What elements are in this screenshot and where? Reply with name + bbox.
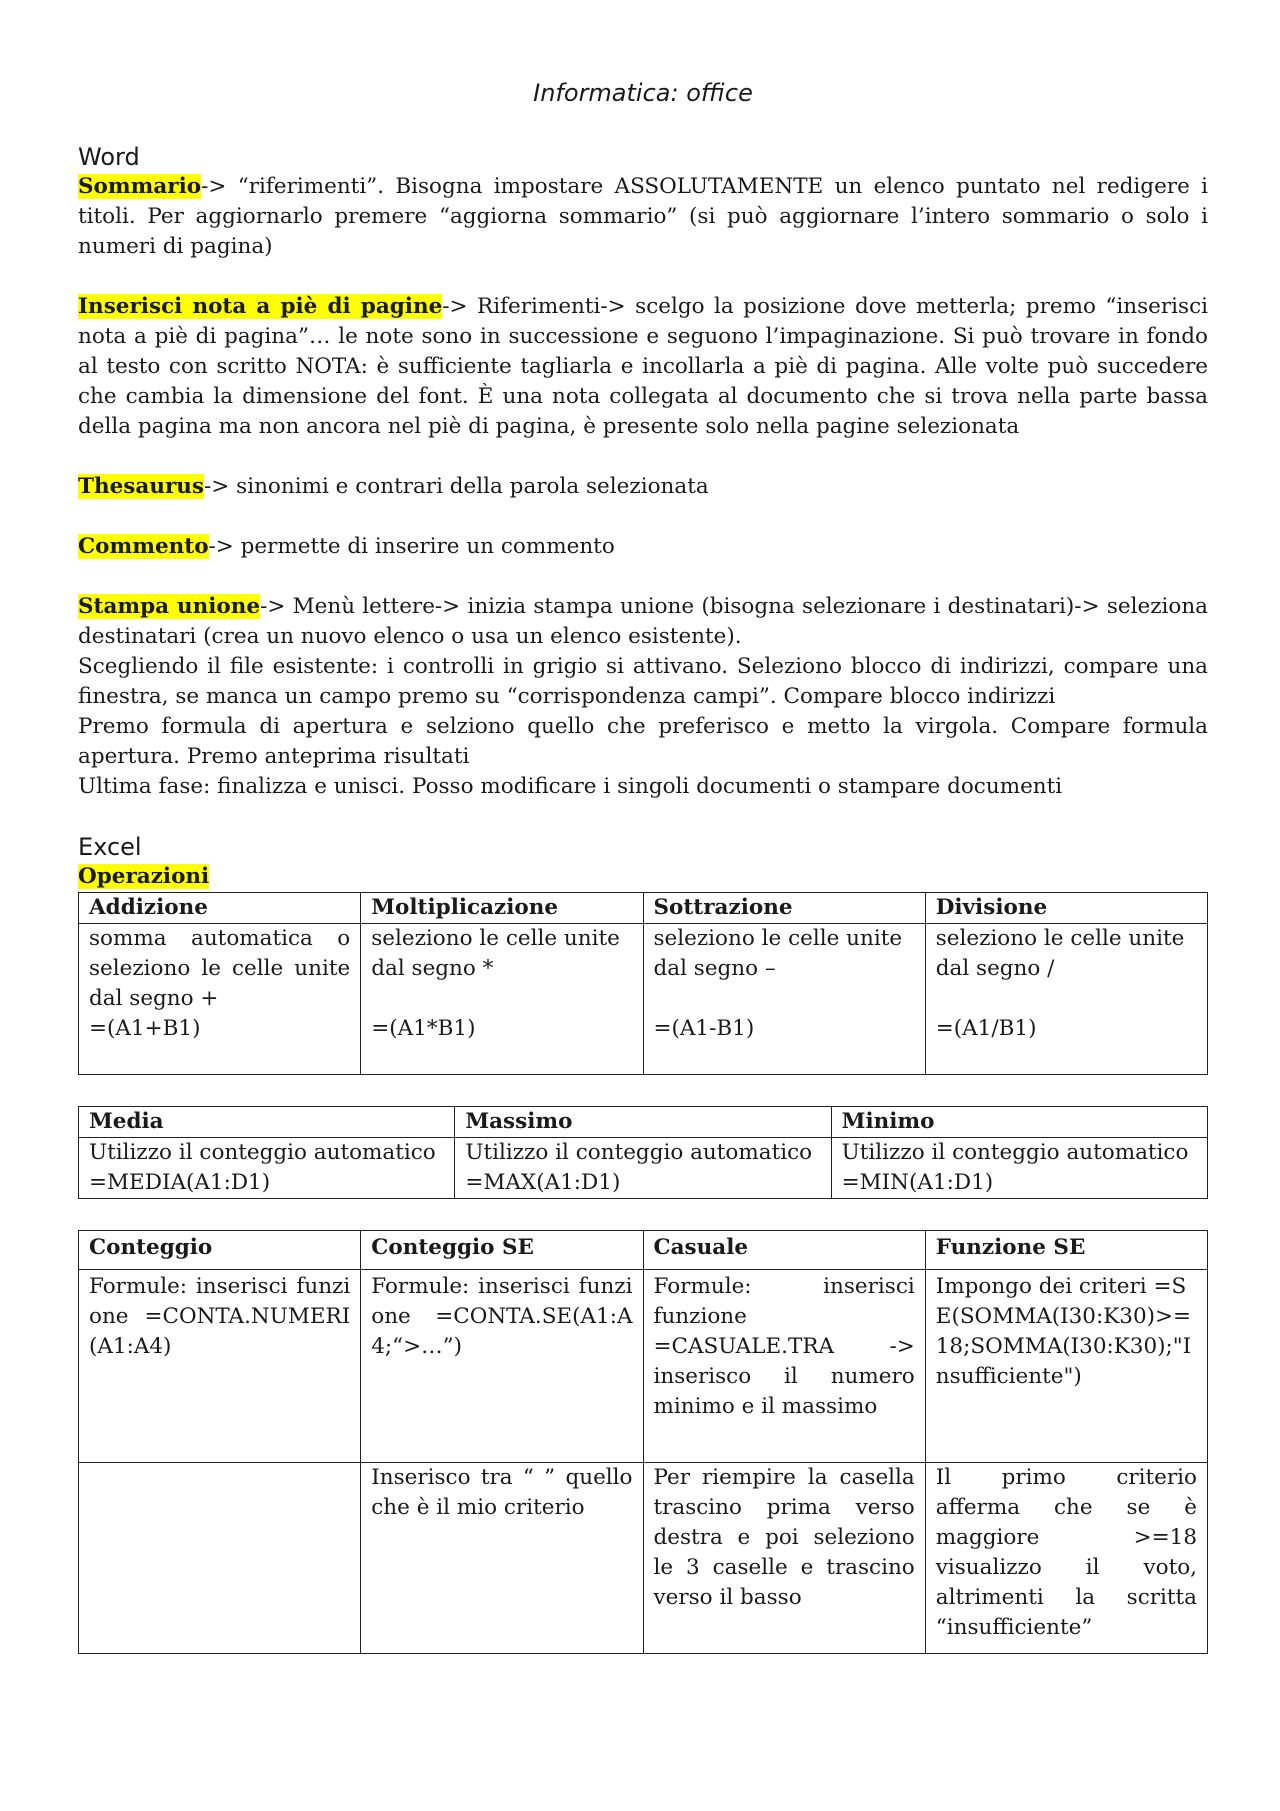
stampa-paragraph-2: Scegliendo il file esistente: i controlli in grigio si attivano. Seleziono blocco di indirizzi, compare una finestra, se manca un campo premo su “corrispondenza campi”. Compare blocco indirizzi xyxy=(78,654,1208,709)
table-header: Sottrazione xyxy=(643,893,925,924)
table-cell: seleziono le celle unite dal segno – =(A1-B1) xyxy=(643,924,925,1075)
stampa-paragraph-3: Premo formula di apertura e selziono quello che preferisco e metto la virgola. Compare formula apertura. Premo anteprima risultati xyxy=(78,714,1208,769)
table-cell: Inserisco tra “ ” quello che è il mio criterio xyxy=(361,1463,643,1654)
table-cell: Impongo dei criteri =SE(SOMMA(I30:K30)>=18;SOMMA(I30:K30);"Insufficiente") xyxy=(925,1270,1207,1463)
sommario-text: -> “riferimenti”. Bisogna impostare ASSOLUTAMENTE un elenco puntato nel redigere i titoli. Per aggiornarlo premere “aggiorna sommario” (si può aggiornare l’intero sommario o solo i numeri di pagina) xyxy=(78,174,1208,259)
word-heading: Word xyxy=(78,143,140,171)
sommario-label: Sommario xyxy=(78,174,202,199)
table-header-row xyxy=(79,1107,1208,1138)
nota-paragraph xyxy=(78,292,1208,442)
document-page xyxy=(78,70,1208,1654)
table-header: Massimo xyxy=(455,1107,831,1138)
commento-text: -> permette di inserire un commento xyxy=(208,534,615,559)
table-cell: seleziono le celle unite dal segno * =(A1*B1) xyxy=(361,924,643,1075)
table-cell: seleziono le celle unite dal segno / =(A1/B1) xyxy=(925,924,1207,1075)
table-cell: Il primo criterio afferma che se è maggiore >=18 visualizzo il voto, altrimenti la scritta “insufficiente” xyxy=(925,1463,1207,1654)
table-header-row xyxy=(79,1231,1208,1270)
operations-table xyxy=(78,892,1208,1075)
table-cell: Formule: inserisci funzione =CASUALE.TRA -> inserisco il numero minimo e il massimo xyxy=(643,1270,925,1463)
table-row xyxy=(79,1463,1208,1654)
stampa-paragraph xyxy=(78,592,1208,652)
nota-label: Inserisci nota a piè di pagine xyxy=(78,294,443,319)
stampa-label: Stampa unione xyxy=(78,594,261,619)
functions-table xyxy=(78,1230,1208,1654)
thesaurus-label: Thesaurus xyxy=(78,474,205,499)
operazioni-label: Operazioni xyxy=(78,864,210,889)
table-header: Addizione xyxy=(79,893,361,924)
table-header: Divisione xyxy=(925,893,1207,924)
statistics-table xyxy=(78,1106,1208,1199)
thesaurus-paragraph xyxy=(78,472,1208,502)
table-cell: Formule: inserisci funzione =CONTA.NUMERI(A1:A4) xyxy=(79,1270,361,1463)
excel-heading: Excel xyxy=(78,833,142,861)
stampa-text: -> Menù lettere-> inizia stampa unione (bisogna selezionare i destinatari)-> seleziona destinatari (crea un nuovo elenco o usa un elenco esistente). xyxy=(78,594,1209,649)
document-title: Informatica: office xyxy=(533,79,753,107)
table-header: Funzione SE xyxy=(925,1231,1207,1270)
table-cell: somma automatica o seleziono le celle unite dal segno + =(A1+B1) xyxy=(79,924,361,1075)
table-header: Casuale xyxy=(643,1231,925,1270)
table-header: Conteggio xyxy=(79,1231,361,1270)
table-header: Minimo xyxy=(831,1107,1207,1138)
table-row xyxy=(79,1138,1208,1199)
table-cell: Formule: inserisci funzione =CONTA.SE(A1:A4;“>…”) xyxy=(361,1270,643,1463)
table-cell: Per riempire la casella trascino prima verso destra e poi seleziono le 3 caselle e trascino verso il basso xyxy=(643,1463,925,1654)
table-row xyxy=(79,924,1208,1075)
sommario-paragraph xyxy=(78,172,1208,262)
nota-text: -> Riferimenti-> scelgo la posizione dove metterla; premo “inserisci nota a piè di pagina”… le note sono in successione e seguono l’impaginazione. Si può trovare in fondo al testo con scritto NOTA: è sufficiente tagliarla e incollarla a piè di pagina. Alle volte può succedere che cambia la dimensione del font. È una nota collegata al documento che si trova nella parte bassa della pagina ma non ancora nel piè di pagina, è presente solo nella pagine selezionata xyxy=(78,294,1208,439)
table-cell xyxy=(79,1463,361,1654)
thesaurus-text: -> sinonimi e contrari della parola selezionata xyxy=(204,474,709,499)
table-header: Media xyxy=(79,1107,455,1138)
commento-paragraph xyxy=(78,532,1208,562)
table-header: Moltiplicazione xyxy=(361,893,643,924)
table-row xyxy=(79,1270,1208,1463)
table-header-row xyxy=(79,893,1208,924)
table-cell: Utilizzo il conteggio automatico =MEDIA(A1:D1) xyxy=(79,1138,455,1199)
stampa-paragraph-4: Ultima fase: finalizza e unisci. Posso modificare i singoli documenti o stampare documenti xyxy=(78,774,1063,799)
table-cell: Utilizzo il conteggio automatico =MIN(A1:D1) xyxy=(831,1138,1207,1199)
commento-label: Commento xyxy=(78,534,209,559)
table-cell: Utilizzo il conteggio automatico =MAX(A1:D1) xyxy=(455,1138,831,1199)
table-header: Conteggio SE xyxy=(361,1231,643,1270)
